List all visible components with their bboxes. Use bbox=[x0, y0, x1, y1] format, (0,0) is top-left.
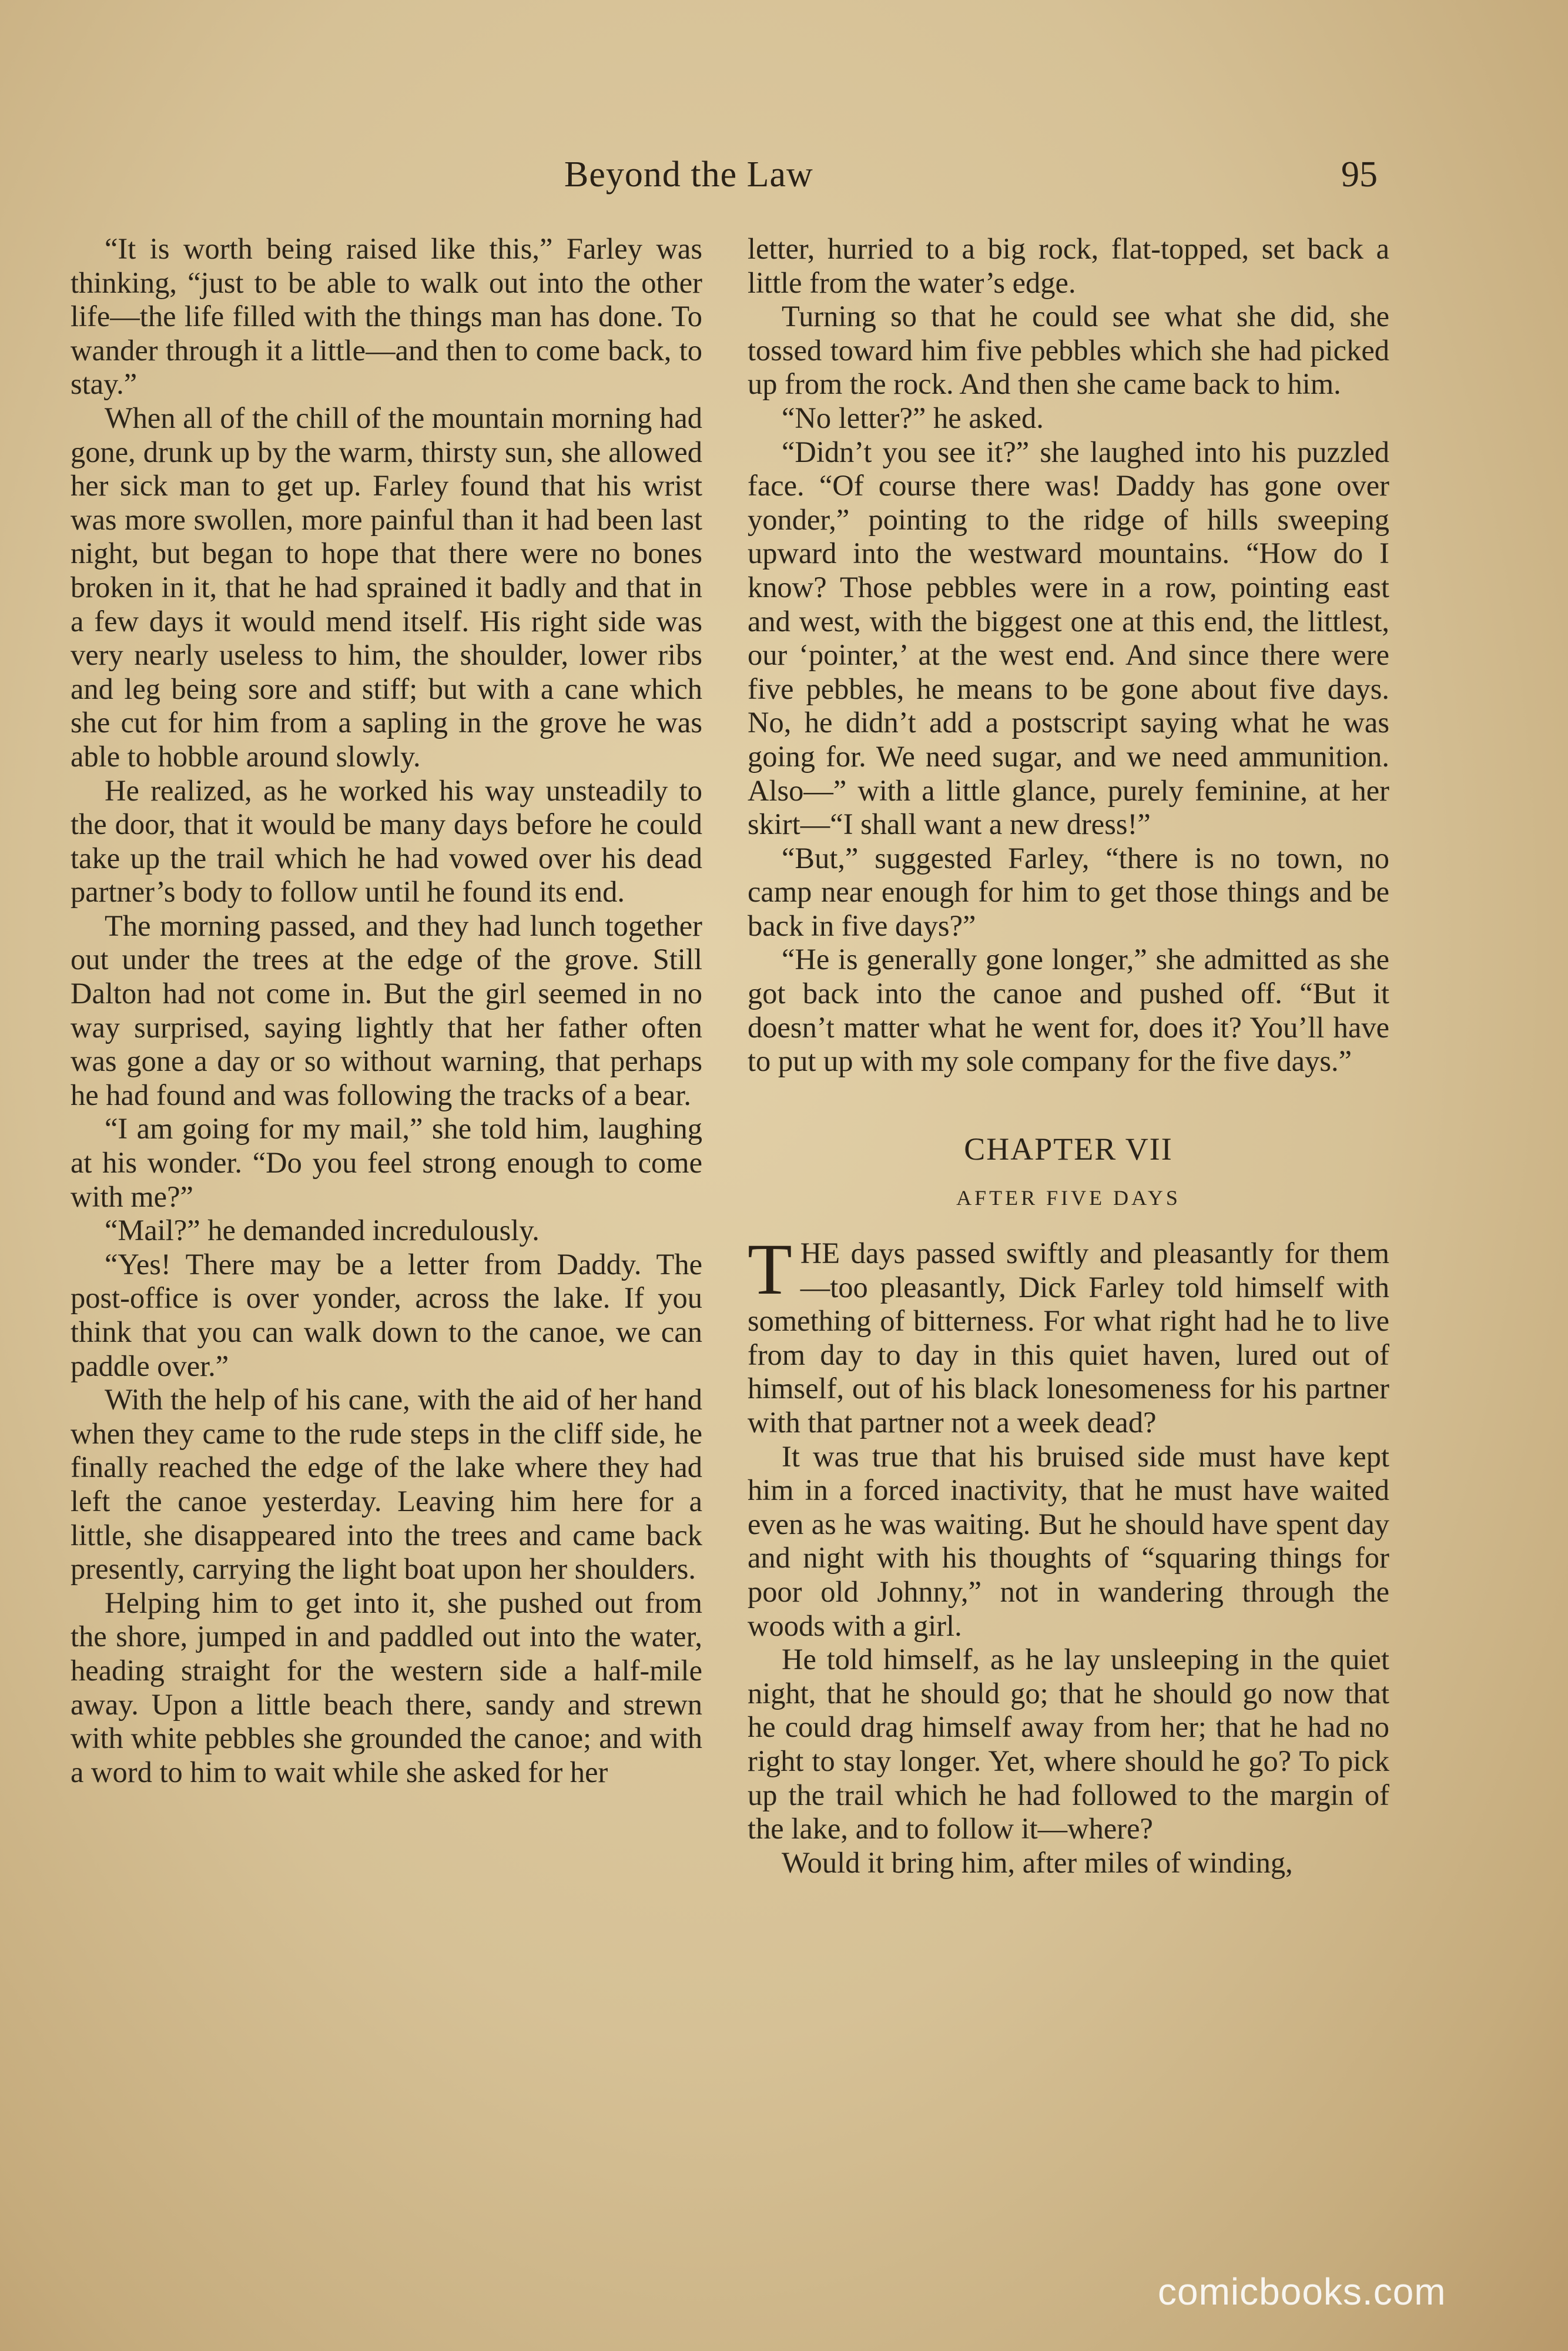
chapter-subtitle: AFTER FIVE DAYS bbox=[956, 1186, 1181, 1210]
paragraph: Turning so that he could see what she did, she tossed toward him five pebbles which she had picked up from the rock. And then she came back to him. bbox=[748, 300, 1389, 401]
right-column bbox=[748, 232, 1389, 1880]
paragraph: “Yes! There may be a letter from Daddy. The post-office is over yonder, across the lake. If you think that you can walk down to the canoe, we can paddle over.” bbox=[71, 1247, 702, 1382]
paragraph: It was true that his bruised side must have kept him in a forced inactivity, that he must have waited even as he was waiting. But he should have spent day and night with his thoughts of “squaring things for poor old Johnny,” not in wandering through the woods with a girl. bbox=[748, 1439, 1389, 1642]
paragraph: When all of the chill of the mountain morning had gone, drunk up by the warm, thirsty sun, she allowed her sick man to get up. Farley found that his wrist was more swollen, more painful than it had been last night, but began to hope that there were no bones broken in it, that he had sprained it badly and that in a few days it would mend itself. His right side was very nearly useless to him, the shoulder, lower ribs and leg being sore and stiff; but with a cane which she cut for him from a sapling in the grove he was able to hobble around slowly. bbox=[71, 401, 702, 773]
paragraph: “But,” suggested Farley, “there is no town, no camp near enough for him to get those things and be back in five days?” bbox=[748, 841, 1389, 942]
chapter-opening-text: HE days passed swiftly and pleasantly for them—too pleasantly, Dick Farley told himself with something of bitterness. For what right had he to live from day to day in this quiet haven, lured out of himself, out of his black lonesomeness for his partner with that partner not a week dead? bbox=[748, 1237, 1389, 1439]
paragraph: “I am going for my mail,” she told him, laughing at his wonder. “Do you feel strong enough to come with me?” bbox=[71, 1112, 702, 1213]
watermark: comicbooks.com bbox=[1158, 2270, 1446, 2313]
paragraph: “No letter?” he asked. bbox=[782, 401, 1044, 434]
drop-cap: T bbox=[748, 1229, 792, 1310]
paragraph-continued: letter, hurried to a big rock, flat-topped, set back a little from the water’s edge. bbox=[748, 232, 1389, 299]
left-column bbox=[71, 232, 702, 1789]
paragraph: “He is generally gone longer,” she admitted as she got back into the canoe and pushed off. “But it doesn’t matter what he went for, does it? You’ll have to put up with my sole company for the five days.” bbox=[748, 943, 1389, 1078]
paragraph: The morning passed, and they had lunch together out under the trees at the edge of the grove. Still Dalton had not come in. But the girl seemed in no way surprised, saying lightly that her father often was gone a day or so without warning, that perhaps he had found and was following the tracks of a bear. bbox=[71, 909, 702, 1111]
chapter-opening-paragraph bbox=[748, 1229, 1389, 1440]
paragraph: He realized, as he worked his way unsteadily to the door, that it would be many days before he could take up the trail which he had vowed over his dead partner’s body to follow until he found its end. bbox=[71, 773, 702, 909]
paragraph: He told himself, as he lay unsleeping in the quiet night, that he should go; that he should go now that he could drag himself away from her; that he had no right to stay longer. Yet, where should he go? To pick up the trail which he had followed to the margin of the lake, and to follow it—where? bbox=[748, 1643, 1389, 1846]
running-title: Beyond the Law bbox=[564, 155, 813, 195]
paragraph: “Mail?” he demanded incredulously. bbox=[105, 1214, 540, 1247]
paragraph: With the help of his cane, with the aid of her hand when they came to the rude steps in the cliff side, he finally reached the edge of the lake where they had left the canoe yesterday. Leaving him here for a little, she disappeared into the trees and came back presently, carrying the light boat upon her shoulders. bbox=[71, 1383, 702, 1586]
paragraph: “It is worth being raised like this,” Farley was thinking, “just to be able to walk out into the other life—the life filled with the things man has done. To wander through it a little—and then to come back, to stay.” bbox=[71, 232, 702, 401]
paragraph: Helping him to get into it, she pushed out from the shore, jumped in and paddled out into the water, heading straight for the western side a half-mile away. Upon a little beach there, sandy and strewn with white pebbles she grounded the canoe; and with a word to him to wait while she asked for her bbox=[71, 1586, 702, 1789]
page-number: 95 bbox=[1341, 155, 1378, 195]
paragraph: “Didn’t you see it?” she laughed into his puzzled face. “Of course there was! Daddy has gone over yonder,” pointing to the ridge of hills sweeping upward into the westward mountains. “How do I know? Those pebbles were in a row, pointing east and west, with the biggest one at this end, the littlest, our ‘pointer,’ at the west end. And since there were five pebbles, he means to be gone about five days. No, he didn’t add a postscript saying what he was going for. We need sugar, and we need ammunition. Also—” with a little glance, purely feminine, at her skirt—“I shall want a new dress!” bbox=[748, 435, 1389, 841]
chapter-title: CHAPTER VII bbox=[964, 1131, 1173, 1167]
paragraph: Would it bring him, after miles of winding, bbox=[782, 1846, 1293, 1879]
